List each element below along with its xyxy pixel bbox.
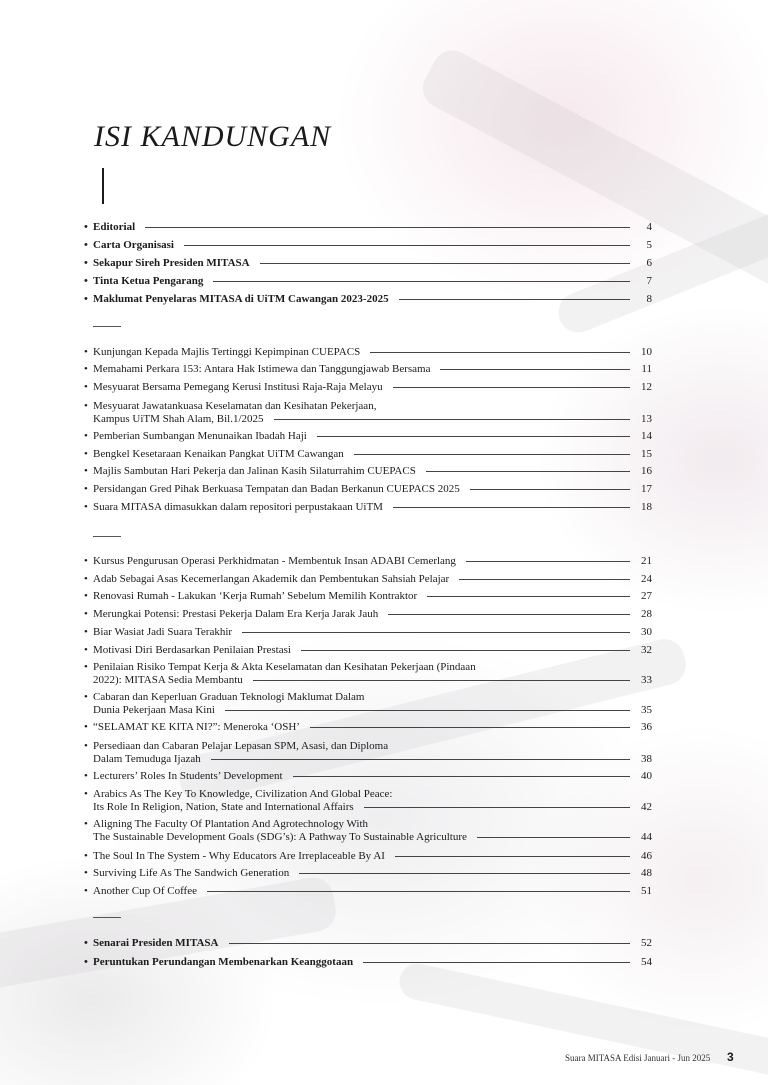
toc-entry-label: Its Role In Religion, Nation, State and International Affairs xyxy=(93,801,354,813)
bullet-icon: • xyxy=(84,555,88,567)
leader-line xyxy=(426,471,630,472)
toc-entry[interactable] xyxy=(84,850,652,863)
leader-line xyxy=(301,650,630,651)
bullet-icon: • xyxy=(84,721,88,733)
toc-entry-page: 17 xyxy=(641,483,652,495)
toc-entry[interactable] xyxy=(84,430,652,443)
toc-entry-label-line1: Arabics As The Key To Knowledge, Civilization And Global Peace: xyxy=(93,788,393,800)
toc-entry-label: Carta Organisasi xyxy=(93,239,174,251)
toc-entry[interactable] xyxy=(84,381,652,394)
toc-entry-label: Bengkel Kesetaraan Kenaikan Pangkat UiTM Cawangan xyxy=(93,448,344,460)
toc-entry[interactable] xyxy=(84,661,652,687)
toc-entry-page: 4 xyxy=(646,221,652,233)
toc-entry-label: Kunjungan Kepada Majlis Tertinggi Kepimpinan CUEPACS xyxy=(93,346,361,358)
bullet-icon: • xyxy=(84,644,88,656)
toc-entry-label-line1: Cabaran dan Keperluan Graduan Teknologi Maklumat Dalam xyxy=(93,691,365,703)
toc-entry-page: 36 xyxy=(641,721,652,733)
toc-entry-label: Surviving Life As The Sandwich Generation xyxy=(93,867,290,879)
toc-entry-page: 48 xyxy=(641,867,652,879)
toc-entry-page: 28 xyxy=(641,608,652,620)
leader-line xyxy=(145,227,630,228)
toc-entry-label: “SELAMAT KE KITA NI?”: Meneroka ‘OSH’ xyxy=(93,721,300,733)
toc-entry[interactable] xyxy=(84,293,652,306)
section-separator xyxy=(93,917,121,918)
toc-entry-page: 52 xyxy=(641,937,652,949)
leader-line xyxy=(395,856,630,857)
leader-line xyxy=(427,596,630,597)
toc-entry[interactable] xyxy=(84,740,652,766)
leader-line xyxy=(229,943,631,944)
bullet-icon: • xyxy=(84,483,88,495)
leader-line xyxy=(310,727,630,728)
toc-entry-label: Sekapur Sireh Presiden MITASA xyxy=(93,257,250,269)
leader-line xyxy=(211,759,630,760)
bullet-icon: • xyxy=(84,363,88,375)
toc-entry-label: Memahami Perkara 153: Antara Hak Istimewa dan Tanggungjawab Bersama xyxy=(93,363,431,375)
bullet-icon: • xyxy=(84,346,88,358)
section-separator xyxy=(93,536,121,537)
leader-line xyxy=(354,454,630,455)
toc-entry[interactable] xyxy=(84,885,652,898)
toc-entry-page: 6 xyxy=(646,257,652,269)
footer-publication: Suara MITASA Edisi Januari - Jun 2025 xyxy=(565,1053,711,1063)
bullet-icon: • xyxy=(84,275,88,287)
toc-entry[interactable] xyxy=(84,788,652,814)
toc-entry[interactable] xyxy=(84,275,652,288)
bullet-icon: • xyxy=(84,430,88,442)
toc-entry-label-line1: Penilaian Risiko Tempat Kerja & Akta Keselamatan dan Kesihatan Pekerjaan (Pindaan xyxy=(93,661,476,673)
toc-entry[interactable] xyxy=(84,867,652,880)
toc-entry-label: The Sustainable Development Goals (SDG’s): A Pathway To Sustainable Agriculture xyxy=(93,831,467,843)
toc-entry-label: Editorial xyxy=(93,221,136,233)
toc-entry-label: Pemberian Sumbangan Menunaikan Ibadah Haji xyxy=(93,430,307,442)
bullet-icon: • xyxy=(84,381,88,393)
toc-entry[interactable] xyxy=(84,448,652,461)
leader-line xyxy=(364,807,630,808)
toc-entry[interactable] xyxy=(84,721,652,734)
toc-entry-label: Merungkai Potensi: Prestasi Pekerja Dalam Era Kerja Jarak Jauh xyxy=(93,608,379,620)
toc-entry-label: Mesyuarat Bersama Pemegang Kerusi Institusi Raja-Raja Melayu xyxy=(93,381,383,393)
bullet-icon: • xyxy=(84,691,88,703)
toc-entry-page: 12 xyxy=(641,381,652,393)
bullet-icon: • xyxy=(84,626,88,638)
bullet-icon: • xyxy=(84,818,88,830)
leader-line xyxy=(225,710,630,711)
toc-entry-page: 35 xyxy=(641,704,652,716)
toc-entry-label: Renovasi Rumah - Lakukan ‘Kerja Rumah’ Sebelum Memilih Kontraktor xyxy=(93,590,418,602)
toc-entry-label: Lecturers’ Roles In Students’ Development xyxy=(93,770,283,782)
bullet-icon: • xyxy=(84,293,88,305)
toc-entry[interactable] xyxy=(84,483,652,496)
bullet-icon: • xyxy=(84,448,88,460)
leader-line xyxy=(317,436,630,437)
section-separator xyxy=(93,326,121,327)
toc-entry-label: Maklumat Penyelaras MITASA di UiTM Cawangan 2023-2025 xyxy=(93,293,389,305)
bullet-icon: • xyxy=(84,590,88,602)
toc-entry[interactable] xyxy=(84,221,652,234)
toc-entry[interactable] xyxy=(84,590,652,603)
toc-entry[interactable] xyxy=(84,363,652,376)
bullet-icon: • xyxy=(84,937,88,949)
toc-entry-label-line1: Persediaan dan Cabaran Pelajar Lepasan SPM, Asasi, dan Diploma xyxy=(93,740,389,752)
leader-line xyxy=(393,507,630,508)
toc-entry[interactable] xyxy=(84,573,652,586)
toc-entry[interactable] xyxy=(84,644,652,657)
toc-entry-page: 42 xyxy=(641,801,652,813)
bullet-icon: • xyxy=(84,956,88,968)
toc-entry[interactable] xyxy=(84,770,652,783)
toc-entry-page: 7 xyxy=(646,275,652,287)
bullet-icon: • xyxy=(84,400,88,412)
toc-entry[interactable] xyxy=(84,818,652,844)
toc-entry-page: 8 xyxy=(646,293,652,305)
leader-line xyxy=(470,489,630,490)
toc-entry-label: Adab Sebagai Asas Kecemerlangan Akademik dan Pembentukan Sahsiah Pelajar xyxy=(93,573,450,585)
footer-page-number: 3 xyxy=(727,1050,734,1064)
bullet-icon: • xyxy=(84,221,88,233)
bullet-icon: • xyxy=(84,661,88,673)
bullet-icon: • xyxy=(84,608,88,620)
toc-entry-page: 16 xyxy=(641,465,652,477)
toc-entry-label: Biar Wasiat Jadi Suara Terakhir xyxy=(93,626,233,638)
toc-entry[interactable] xyxy=(84,257,652,270)
toc-entry-label: Motivasi Diri Berdasarkan Penilaian Prestasi xyxy=(93,644,291,656)
title-rule xyxy=(102,168,104,204)
leader-line xyxy=(466,561,630,562)
leader-line xyxy=(363,962,630,963)
toc-entry-label-line1: Aligning The Faculty Of Plantation And Agrotechnology With xyxy=(93,818,369,830)
toc-entry-label: Another Cup Of Coffee xyxy=(93,885,197,897)
toc-entry[interactable] xyxy=(84,608,652,621)
toc-entry-page: 21 xyxy=(641,555,652,567)
toc-entry-page: 10 xyxy=(641,346,652,358)
toc-entry-page: 32 xyxy=(641,644,652,656)
leader-line xyxy=(213,281,630,282)
toc-entry-page: 5 xyxy=(646,239,652,251)
toc-entry-label: Kampus UiTM Shah Alam, Bil.1/2025 xyxy=(93,413,264,425)
toc-entry-label: Peruntukan Perundangan Membenarkan Keanggotaan xyxy=(93,956,354,968)
bullet-icon: • xyxy=(84,257,88,269)
toc-entry-label-line1: Mesyuarat Jawatankuasa Keselamatan dan Kesihatan Pekerjaan, xyxy=(93,400,377,412)
leader-line xyxy=(184,245,630,246)
leader-line xyxy=(274,419,631,420)
bullet-icon: • xyxy=(84,885,88,897)
toc-entry-label: The Soul In The System - Why Educators Are Irreplaceable By AI xyxy=(93,850,385,862)
leader-line xyxy=(253,680,630,681)
leader-line xyxy=(293,776,630,777)
leader-line xyxy=(260,263,630,264)
toc-entry-page: 33 xyxy=(641,674,652,686)
toc-entry[interactable] xyxy=(84,691,652,717)
leader-line xyxy=(399,299,630,300)
toc-entry-label: Kursus Pengurusan Operasi Perkhidmatan - Membentuk Insan ADABI Cemerlang xyxy=(93,555,456,567)
toc-entry[interactable] xyxy=(84,346,652,359)
leader-line xyxy=(440,369,630,370)
toc-entry-label: Persidangan Gred Pihak Berkuasa Tempatan dan Badan Berkanun CUEPACS 2025 xyxy=(93,483,460,495)
toc-entry-page: 46 xyxy=(641,850,652,862)
toc-entry-page: 14 xyxy=(641,430,652,442)
toc-entry-page: 13 xyxy=(641,413,652,425)
toc-entry-label: 2022): MITASA Sedia Membantu xyxy=(93,674,243,686)
bullet-icon: • xyxy=(84,850,88,862)
toc-entry-label: Dalam Temuduga Ijazah xyxy=(93,753,201,765)
toc-entry[interactable] xyxy=(84,239,652,252)
leader-line xyxy=(299,873,630,874)
toc-entry[interactable] xyxy=(84,937,652,950)
toc-entry-page: 38 xyxy=(641,753,652,765)
leader-line xyxy=(207,891,630,892)
toc-entry-label: Suara MITASA dimasukkan dalam repositori perpustakaan UiTM xyxy=(93,501,383,513)
toc-entry-page: 44 xyxy=(641,831,652,843)
toc-entry-page: 18 xyxy=(641,501,652,513)
leader-line xyxy=(477,837,630,838)
bullet-icon: • xyxy=(84,573,88,585)
toc-entry[interactable] xyxy=(84,400,652,426)
bullet-icon: • xyxy=(84,239,88,251)
toc-entry-page: 15 xyxy=(641,448,652,460)
toc-entry-page: 24 xyxy=(641,573,652,585)
toc-entry-label: Tinta Ketua Pengarang xyxy=(93,275,204,287)
toc-entry-page: 54 xyxy=(641,956,652,968)
bullet-icon: • xyxy=(84,770,88,782)
bullet-icon: • xyxy=(84,465,88,477)
leader-line xyxy=(393,387,630,388)
toc-entry[interactable] xyxy=(84,465,652,478)
toc-entry-page: 11 xyxy=(641,363,652,375)
bullet-icon: • xyxy=(84,501,88,513)
toc-entry-page: 40 xyxy=(641,770,652,782)
toc-entry-page: 51 xyxy=(641,885,652,897)
toc-entry[interactable] xyxy=(84,501,652,514)
leader-line xyxy=(370,352,630,353)
leader-line xyxy=(388,614,630,615)
toc-entry[interactable] xyxy=(84,626,652,639)
toc-entry-page: 30 xyxy=(641,626,652,638)
toc-entry-label: Majlis Sambutan Hari Pekerja dan Jalinan Kasih Silaturrahim CUEPACS xyxy=(93,465,416,477)
toc-entry-page: 27 xyxy=(641,590,652,602)
page-title: ISI KANDUNGAN xyxy=(94,120,332,153)
bullet-icon: • xyxy=(84,740,88,752)
toc-entry[interactable] xyxy=(84,956,652,969)
toc-entry-label: Senarai Presiden MITASA xyxy=(93,937,219,949)
toc-entry[interactable] xyxy=(84,555,652,568)
bullet-icon: • xyxy=(84,788,88,800)
toc-entry-label: Dunia Pekerjaan Masa Kini xyxy=(93,704,215,716)
leader-line xyxy=(459,579,630,580)
bullet-icon: • xyxy=(84,867,88,879)
leader-line xyxy=(242,632,630,633)
